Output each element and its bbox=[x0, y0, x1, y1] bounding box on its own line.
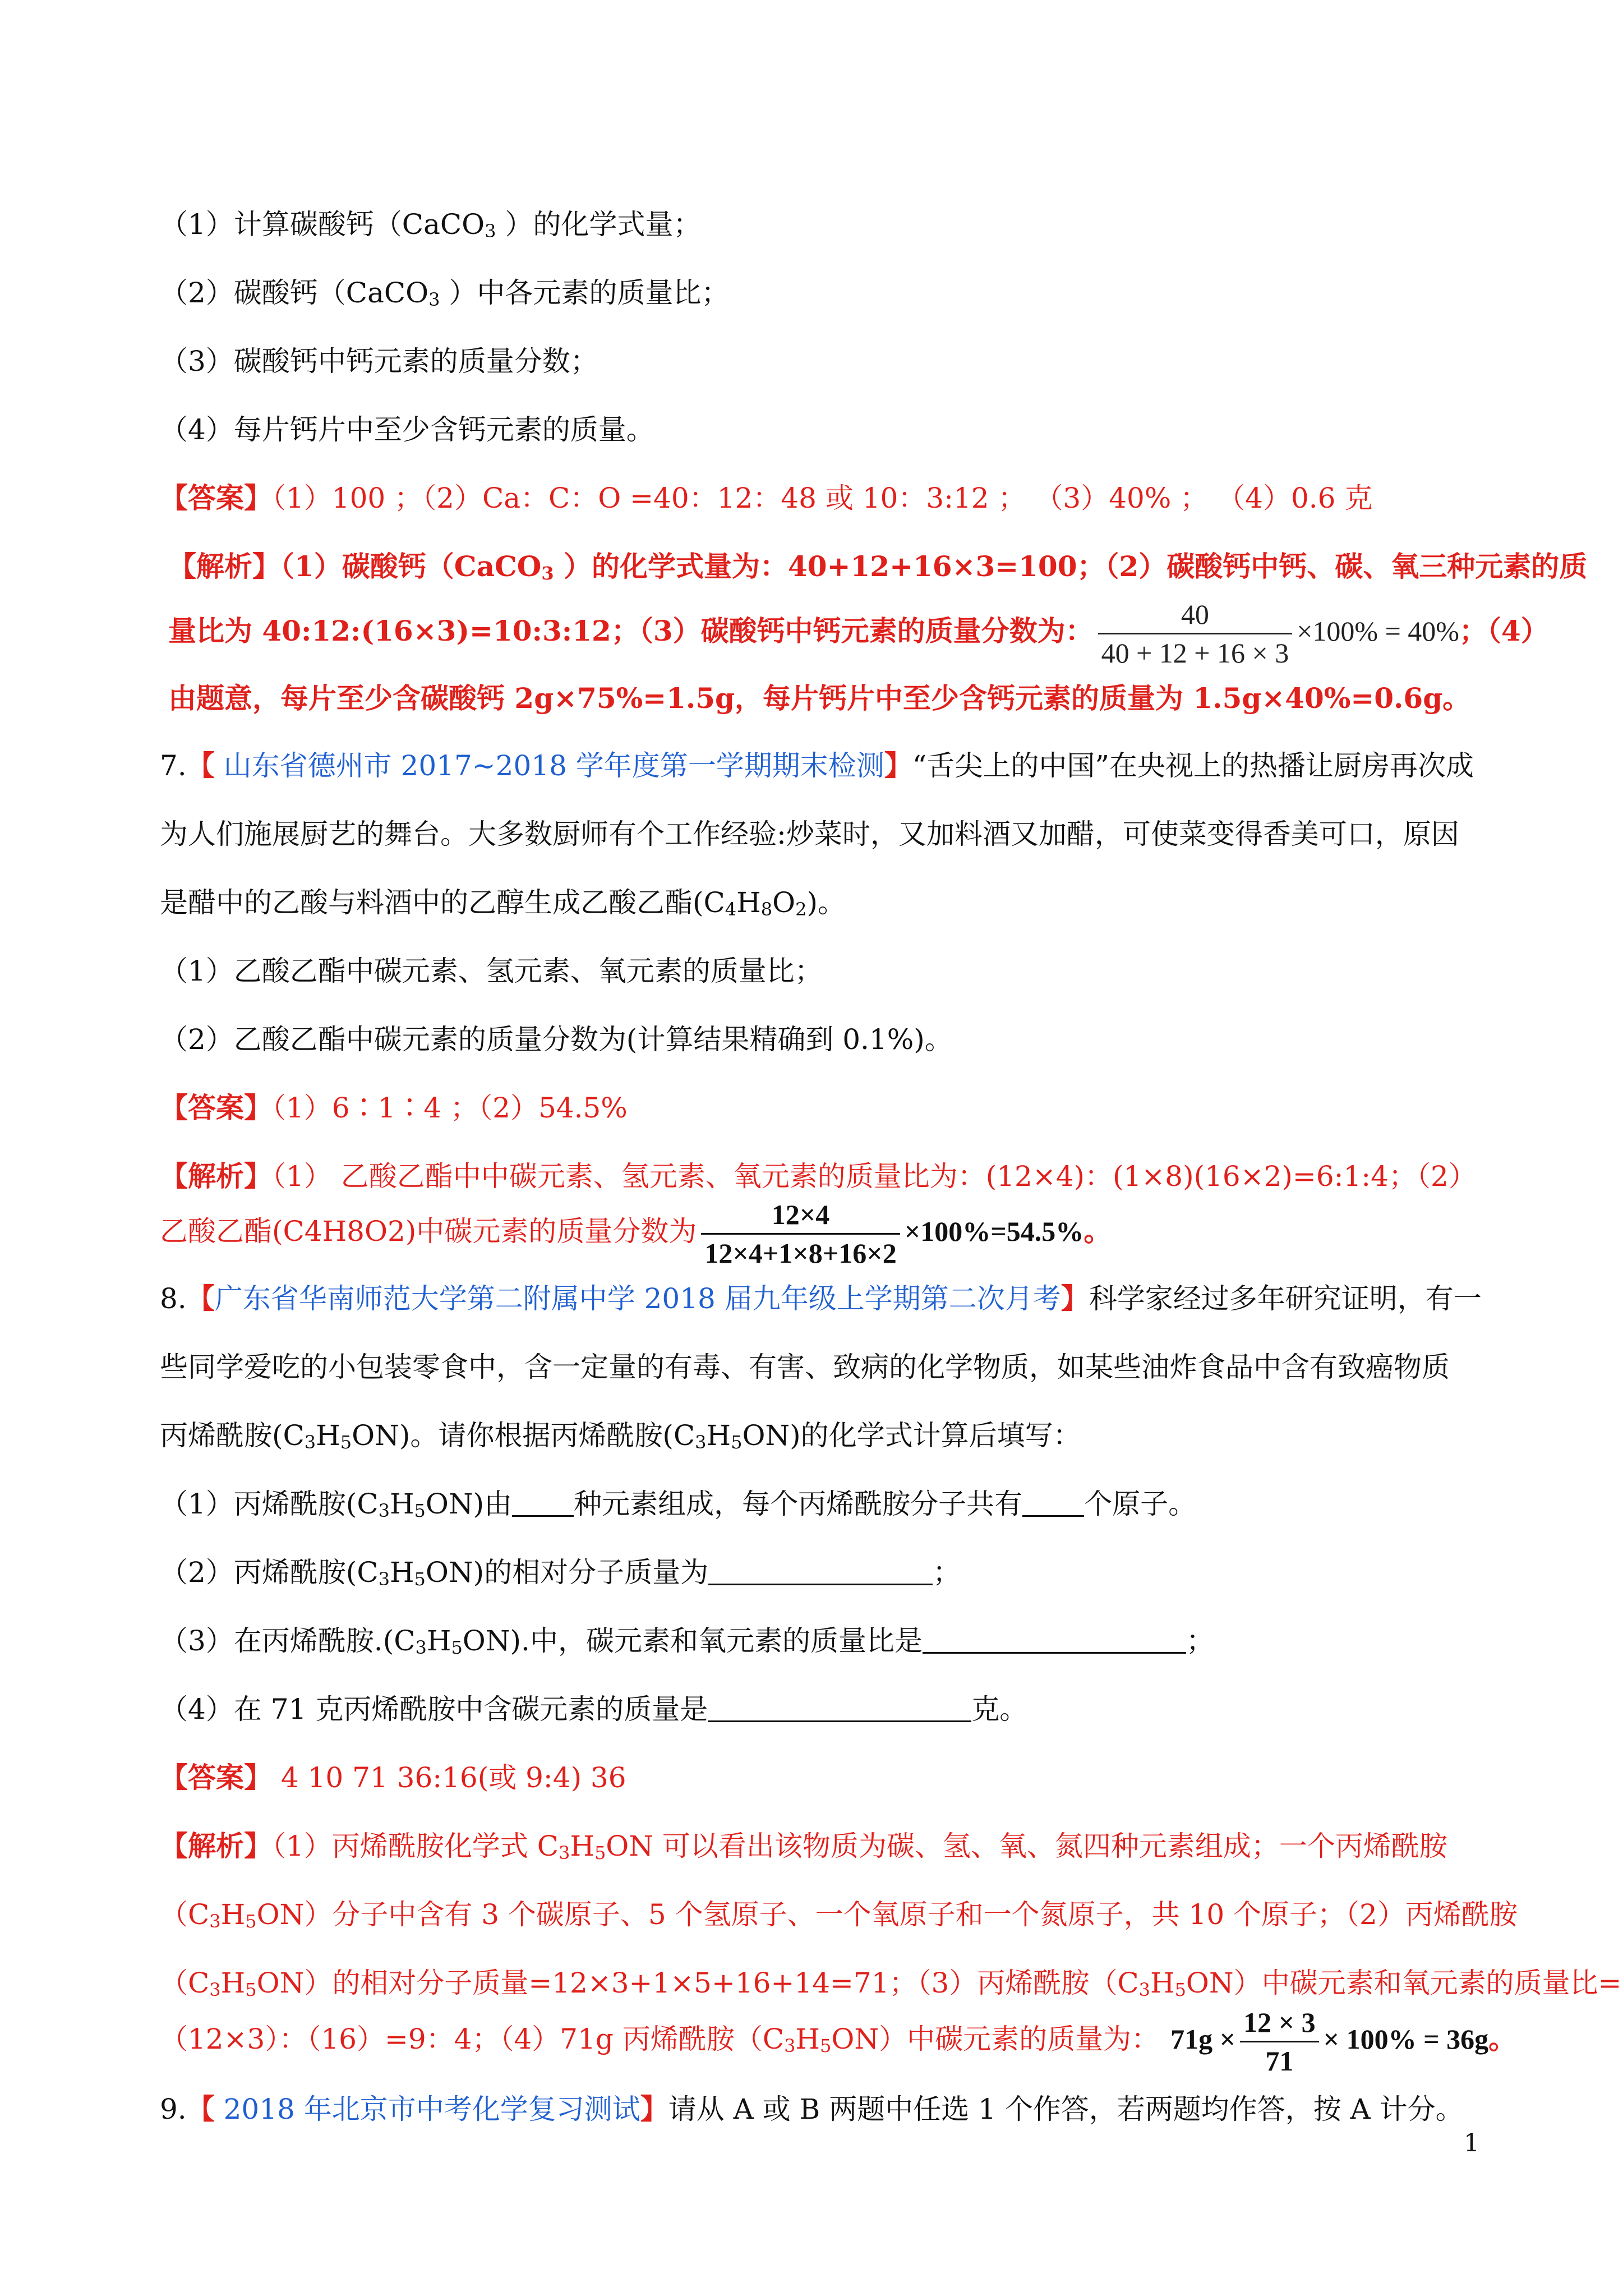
blank-carbon-mass[interactable] bbox=[708, 1691, 971, 1722]
analysis-8-line-2: $(C_3H_5ON)$分子中含有 3 个碳原子、5 个氢原子、一个氧原子和一个氮原子，共 10 个原子；（2）丙烯酰胺 bbox=[160, 1898, 1518, 1932]
question-6-part-3: （3）碳酸钙中钙元素的质量分数； bbox=[160, 345, 598, 378]
answer-6: 【答案】（1）100 ；（2）Ca：C：O =40：12：48 或 10：3:12 ； （3）40% ； （4）0.6 克 bbox=[160, 481, 1373, 514]
question-7-part-1: （1）乙酸乙酯中碳元素、氢元素、氧元素的质量比； bbox=[160, 955, 823, 987]
question-9-source: 2018 年北京市中考化学复习测试 bbox=[214, 2093, 640, 2125]
question-6-part-4: （4）每片钙片中至少含钙元素的质量。 bbox=[160, 413, 654, 446]
question-7-line-2: 为人们施展厨艺的舞台。大多数厨师有个工作经验:炒菜时，又加料酒又加醋，可使菜变得香美可口，原因 bbox=[160, 818, 1459, 850]
question-8-part-1: （1）丙烯酰胺$(C_3H_5ON)$由 种元素组成，每个丙烯酰胺分子共有 个原子。 bbox=[160, 1484, 1196, 1524]
question-8-part-3: （3）在丙烯酰胺$.(C_3H_5ON)$.中，碳元素和氧元素的质量比是 ； bbox=[160, 1621, 1214, 1660]
question-8-source: 广东省华南师范大学第二附属中学 2018 届九年级上学期第二次月考 bbox=[214, 1282, 1061, 1315]
answer-label: 【答案】 bbox=[160, 1761, 272, 1794]
blank-element-count[interactable] bbox=[512, 1486, 574, 1517]
answer-8: 【答案】 4 10 71 36:16(或 9:4) 36 bbox=[160, 1761, 626, 1794]
analysis-8-line-3: $(C_3H_5ON)$的相对分子质量=12×3+1×5+16+14=71；（3）丙烯酰胺$(C_3H_5ON)$中碳元素和氧元素的质量比= bbox=[160, 1967, 1622, 2000]
question-8-part-2: （2）丙烯酰胺$(C_3H_5ON)$的相对分子质量为 ； bbox=[160, 1553, 961, 1592]
analysis-7-line-2: 乙酸乙酯(C4H8O2)中碳元素的质量分数为 $\frac{12\times 4}{12\times 4+1\times 8+16\times 2}$ ×100%=54.5%。 bbox=[160, 1189, 1112, 1273]
blank-atom-count[interactable] bbox=[1022, 1486, 1084, 1517]
question-6-part-1: （1）计算碳酸钙（CaCO$_3$ ）的化学式量； bbox=[160, 208, 702, 242]
analysis-8-line-4: （12×3）：（16）=9：4；（4）71g 丙烯酰胺$(C_3H_5ON)$中碳元素的质量为： 71g × $\frac{12 \times 3}{71}$ × 100% = 36g。 bbox=[160, 1997, 1516, 2081]
question-6-part-2: （2）碳酸钙（CaCO$_3$ ）中各元素的质量比； bbox=[160, 277, 730, 310]
analysis-label: 【解析】 bbox=[160, 1829, 272, 1862]
fraction-carbon-in-acrylamide: $\frac{12 \times 3}{71}$ bbox=[1240, 2004, 1319, 2079]
answer-label: 【答案】 bbox=[160, 1091, 272, 1124]
answer-label: 【答案】 bbox=[160, 481, 272, 514]
question-7-part-2: （2）乙酸乙酯中碳元素的质量分数为(计算结果精确到 0.1%)。 bbox=[160, 1023, 953, 1056]
analysis-6-line-3: 由题意，每片至少含碳酸钙 2g×75%=1.5g，每片钙片中至少含钙元素的质量为 1.5g×40%=0.6g。 bbox=[168, 682, 1471, 715]
question-8-line-1: 8.【广东省华南师范大学第二附属中学 2018 届九年级上学期第二次月考】科学家经过多年研究证明，有一 bbox=[160, 1282, 1482, 1315]
answer-7: 【答案】（1）6∶1∶4 ；（2）54.5% bbox=[160, 1091, 628, 1124]
analysis-6-line-1: 【解析】（1）碳酸钙（CaCO$_3$ ）的化学式量为：40+12+16×3=100；（2）碳酸钙中钙、碳、氧三种元素的质 bbox=[168, 550, 1588, 584]
fraction-carbon-mass: $\frac{12\times 4}{12\times 4+1\times 8+16\times 2}$ bbox=[701, 1196, 900, 1272]
blank-molecular-mass[interactable] bbox=[708, 1554, 933, 1585]
question-8-part-4: （4）在 71 克丙烯酰胺中含碳元素的质量是 克。 bbox=[160, 1690, 1027, 1729]
analysis-label: 【解析】 bbox=[160, 1159, 272, 1193]
question-9-line-1: 9.【 2018 年北京市中考化学复习测试】请从 A 或 B 两题中任选 1 个作答，若两题均作答，按 A 计分。 bbox=[160, 2092, 1464, 2125]
blank-mass-ratio[interactable] bbox=[923, 1623, 1186, 1654]
page-number: 1 bbox=[1464, 2129, 1479, 2157]
question-7-line-1: 7.【 山东省德州市 2017~2018 学年度第一学期期末检测】“舌尖上的中国”在央视上的热播让厨房再次成 bbox=[160, 749, 1474, 782]
analysis-6-line-2: 量比为 40:12:(16×3)=10:3:12；（3）碳酸钙中钙元素的质量分数为： $\frac{40}{40 + 12 + 16 \times 3}$ ×100% = 40%；（4） bbox=[168, 589, 1549, 673]
analysis-7-line-1: 【解析】（1） 乙酸乙酯中中碳元素、氢元素、氧元素的质量比为：(12×4)：(1×8)(16×2)=6:1:4；（2） bbox=[160, 1159, 1477, 1193]
question-7-line-3: 是醋中的乙酸与料酒中的乙醇生成乙酸乙酯$(C_4H_8O_2)$。 bbox=[160, 886, 846, 920]
analysis-8-line-1: 【解析】（1）丙烯酰胺化学式 $C_3H_5ON$ 可以看出该物质为碳、氢、氧、氮四种元素组成；一个丙烯酰胺 bbox=[160, 1829, 1447, 1864]
analysis-label: 【解析】 bbox=[168, 550, 280, 583]
fraction-40-over-100: $\frac{40}{40 + 12 + 16 \times 3}$ bbox=[1098, 596, 1293, 671]
question-7-source: 山东省德州市 2017~2018 学年度第一学期期末检测 bbox=[214, 749, 884, 782]
question-8-line-3: 丙烯酰胺$(C_3H_5ON)$。请你根据丙烯酰胺$(C_3H_5ON)$的化学式计算后填写： bbox=[160, 1419, 1081, 1453]
question-8-line-2: 些同学爱吃的小包装零食中，含一定量的有毒、有害、致病的化学物质，如某些油炸食品中含有致癌物质 bbox=[160, 1351, 1450, 1383]
